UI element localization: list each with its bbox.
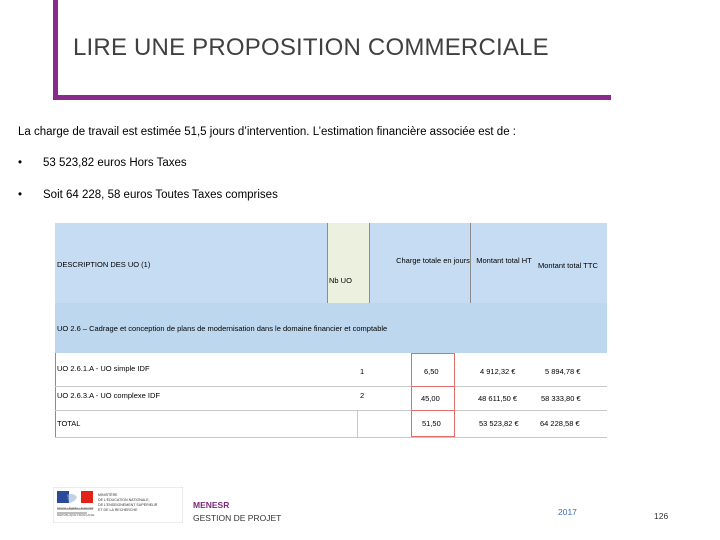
row-nb: 2 [360,391,365,400]
page-number: 126 [654,511,669,521]
header-charge: Charge totale en jours [396,256,470,265]
row-charge: 51,50 [422,419,441,428]
header-divider [369,223,370,303]
header-ttc: Montant total TTC [538,261,598,270]
highlight-divider [411,386,455,387]
row-ttc: 58 333,80 € [541,394,581,403]
row-charge: 6,50 [424,367,439,376]
bullet-marker: • [18,157,23,169]
row-ht: 48 611,50 € [478,394,518,403]
row-label: UO 2.6.3.A - UO complexe IDF [57,391,160,400]
logo-line: DE L'ENSEIGNEMENT SUPÉRIEUR [98,503,158,507]
bullet-text: 53 523,82 euros Hors Taxes [43,157,187,169]
highlight-divider [411,410,455,411]
logo-motto: Liberté • Égalité • Fraternité [57,506,94,510]
row-label: TOTAL [57,419,81,428]
row-ht: 4 912,32 € [480,367,516,376]
header-description: DESCRIPTION DES UO (1) [57,260,151,269]
logo-line: DE L'ÉDUCATION NATIONALE, [98,498,150,502]
bullet-text: Soit 64 228, 58 euros Toutes Taxes comprises [43,189,278,201]
bullet-item-ht [18,157,187,169]
row-divider [55,437,607,438]
row-divider [55,386,607,387]
header-ht: Montant total HT [476,256,532,265]
total-nb-divider [357,410,358,437]
row-ht: 53 523,82 € [479,419,519,428]
logo-ministry-text [98,493,157,513]
logo-line: ET DE LA RECHERCHE [98,508,138,512]
footer-year: 2017 [558,507,577,517]
bullet-marker: • [18,189,23,201]
intro-text: La charge de travail est estimée 51,5 jours d’intervention. L’estimation financière associée est de : [18,126,516,138]
row-charge: 45,00 [421,394,440,403]
footer-dept: GESTION DE PROJET [193,513,282,523]
header-nb: Nb UO [329,276,352,285]
logo-country: RÉPUBLIQUE FRANÇAISE [57,513,95,517]
row-ttc: 5 894,78 € [545,367,581,376]
bullet-item-ttc [18,189,278,201]
table-left-border [55,353,56,438]
ministry-logo [53,487,183,523]
header-divider [327,223,328,303]
row-label: UO 2.6.1.A - UO simple IDF [57,364,150,373]
table-header-nb-cell [327,223,369,303]
page-title: LIRE UNE PROPOSITION COMMERCIALE [73,34,549,61]
footer-org: MENESR [193,500,230,510]
logo-line: MINISTÈRE [98,493,118,497]
row-nb: 1 [360,367,365,376]
row-divider [55,410,607,411]
section-label: UO 2.6 – Cadrage et conception de plans de modernisation dans le domaine financier et comptable [57,324,388,333]
row-ttc: 64 228,58 € [540,419,580,428]
